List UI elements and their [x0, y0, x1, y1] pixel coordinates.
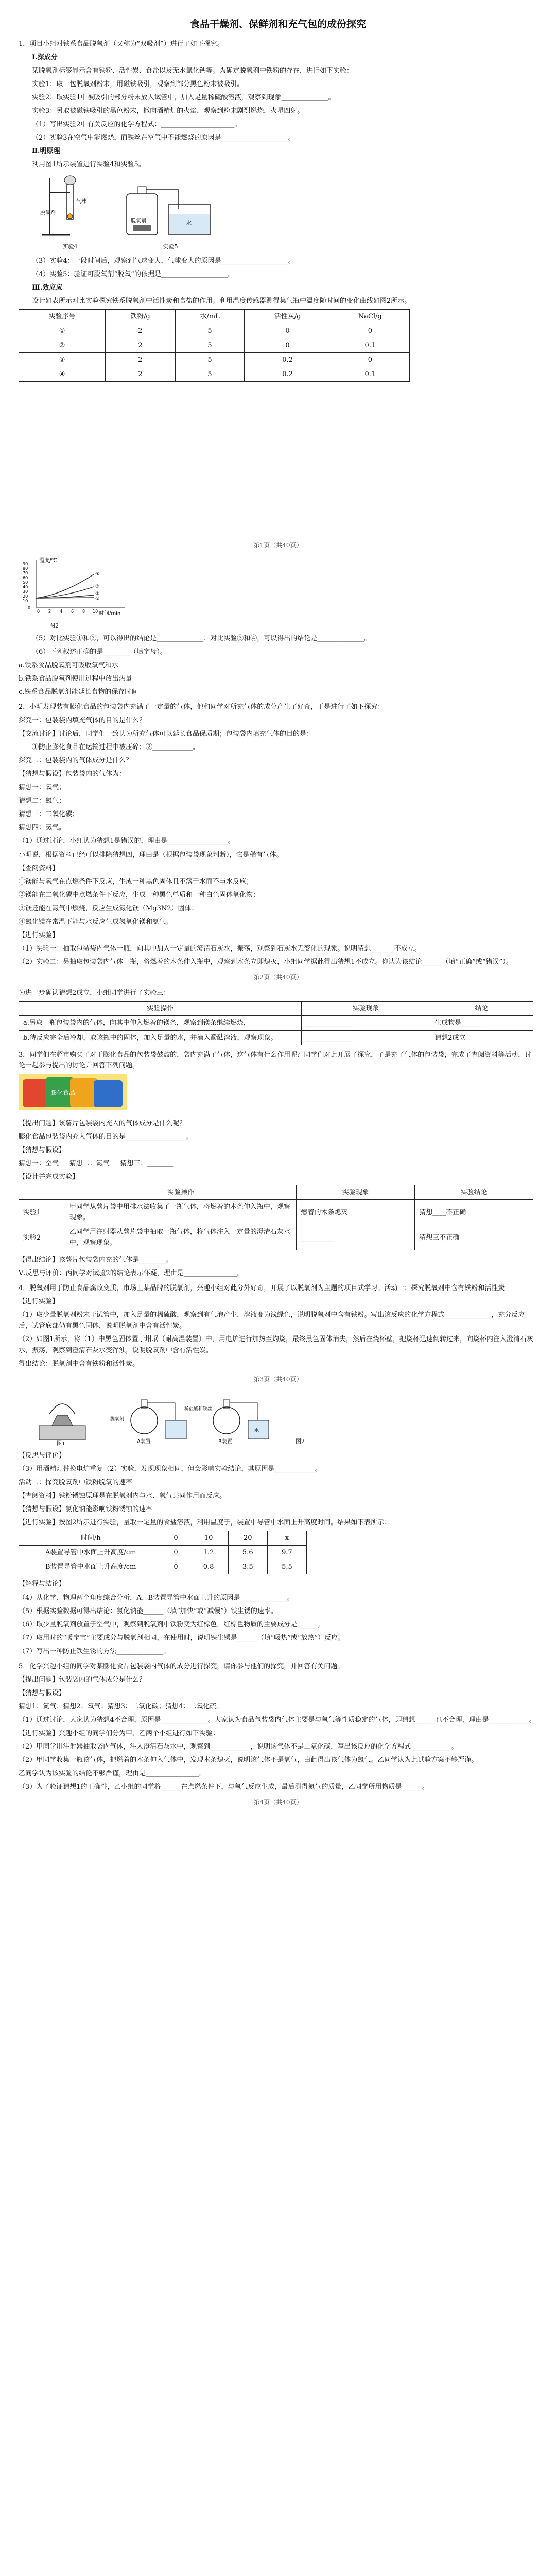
q1-table-header-row — [19, 310, 410, 324]
tick-label: 90 — [23, 561, 28, 566]
tick-label: 80 — [23, 566, 28, 571]
q5-e4b-text: 在点燃条件下，与氧气反应生成，最后测得氮气的质量，乙同学所用物质是 — [181, 1783, 402, 1791]
q3-th-2: 实验现象 — [297, 1185, 415, 1199]
fig1-agent-label-a: 脱氧剂 — [40, 210, 56, 216]
q1-sub-6-text: （6）下列叙述正确的是 — [32, 648, 103, 656]
tick-label: 50 — [23, 580, 28, 585]
table-cell: ③ — [19, 353, 106, 367]
q1-experiment-2-text: 实验2：取实验1中被吸引的部分粉末放入试管中，加入足量稀硫酸溶液，观察到现象 — [32, 93, 282, 101]
q5-e4-text: （3）为了验证猜想1的正确性，乙小组的同学将 — [19, 1783, 161, 1791]
q1-option-c: c.铁系食品脱氧剂能延长食物的保存时间 — [19, 688, 138, 696]
q2-info-3: ③镁还能在氮气中燃烧，反应生成氮化镁（Mg3N2）固体； — [19, 904, 198, 912]
q3-reflection-text: Ⅴ.反思与评价：丙同学对试验2的结论表示怀疑，理由是 — [19, 1269, 184, 1278]
page-title: 食品干燥剂、保鲜剂和充气包的成份探究 — [189, 19, 366, 30]
figure-2-flasks — [108, 1389, 278, 1446]
tick-label: 10 — [93, 608, 98, 614]
table-row — [19, 1546, 307, 1560]
table-cell: 猜想____不正确 — [415, 1199, 533, 1225]
fig-water: 水 — [254, 1428, 259, 1434]
figure-1-apparatus — [39, 173, 537, 240]
q4-reflect-1-text: （3）用酒精灯替换电炉重复（2）实验，发现现象相同，但会影响实验结论，其原因是 — [19, 1465, 275, 1473]
q1-sub-2-text: （2）实验3在空气中能燃烧，而铁丝在空气中不能燃烧的原因是 — [32, 134, 221, 142]
q2-topic-1: 探究一：包装袋内填充气体的目的是什么？ — [19, 717, 146, 725]
table-cell: 甲同学从薯片袋中用排水法收集了一瓶气体，将燃着的木条伸入瓶中，观察现象。 — [65, 1199, 297, 1225]
q2-intro: 2．小明发现装有膨化食品的包装袋内充满了一定量的气体，他和同学对所充气体的成分产生了好奇，于是进行了如下探究： — [19, 703, 385, 711]
q4-part-1b-text: ，充分反应后，试管底部仍有黑色固体，说明脱氧剂中含有活性炭。 — [19, 1311, 525, 1330]
table-cell: 实验2 — [19, 1225, 65, 1250]
q2-info-4: ④氮化镁在常温下能与水反应生成氢氧化镁和氨气。 — [19, 918, 173, 926]
q1-experiment-3: 实验3：另取被磁铁吸引的黑色粉末，撒向酒精灯的火焰，观察到粉末剧烈燃烧，火星四射。 — [32, 107, 304, 115]
q5-e1b-text: ，说明该气体不是二氧化碳，写出该反应的化学方程式 — [250, 1743, 411, 1751]
q4-r5-text: （5）根据实验数据可得出结论：氯化钠能 — [19, 1607, 144, 1615]
q3-experiment-table — [19, 1185, 533, 1250]
table-row — [19, 1560, 307, 1574]
q2-info-1: ①镁能与氧气在点燃条件下反应，生成一种黑色固体且不溶于水而不与水反应； — [19, 877, 253, 886]
q2-guess-3: 猜想三：二氧化碳； — [19, 810, 79, 819]
q5-discussion-1: （1）通过讨论，大家认为猜想4不合理，原因是______________。大家认为食品包装袋内气体主要是与氧气等性质稳定的气体，即猜想______也不合理，理由是____________。 — [19, 1716, 536, 1724]
table-cell: ④ — [19, 367, 106, 382]
table-cell: 0 — [245, 324, 331, 338]
q4-r7b-text: （填“吸热”或“放热”）反应。 — [257, 1634, 345, 1642]
q2-experiment-table — [19, 1001, 533, 1045]
tick-label: 30 — [23, 589, 28, 594]
fig-agent-1: 脱氧剂 — [110, 1417, 125, 1422]
q4-th-0: 时间/h — [19, 1531, 163, 1546]
q2-th-2: 结论 — [430, 1002, 533, 1016]
table-cell: A装置导管中水面上升高度/cm — [19, 1546, 163, 1560]
q1-section-1-heading: Ⅰ.探成分 — [32, 53, 58, 61]
q2-th-1: 实验现象 — [302, 1002, 430, 1016]
curve-label: ① — [95, 596, 100, 602]
fig1-agent-label-b: 脱氧剂 — [131, 218, 146, 225]
q3-conclusion-text: 【得出结论】该薯片包装袋内充的气体是 — [19, 1256, 140, 1264]
q3-reflection: Ⅴ.反思与评价：丙同学对试验2的结论表示怀疑，理由是________________。 — [19, 1269, 244, 1278]
q3-table-header-row — [19, 1185, 533, 1199]
q3-guess-head: 【猜想与假设】 — [19, 1146, 66, 1154]
q2-exp-head: 【进行实验】 — [19, 931, 59, 939]
table-cell: 3.5 — [228, 1560, 267, 1574]
table-cell: 2 — [106, 367, 176, 382]
table-cell: 2 — [106, 338, 176, 353]
q4-part-1-text: （1）取少量脱氧剂粉末于试管中，加入足量的稀硫酸，观察到有气泡产生，溶液变为浅绿色，说明脱氧剂中含有铁粉。写出该反应的化学方程式 — [19, 1311, 445, 1319]
table-cell: 0 — [331, 353, 409, 367]
q4-intro: 4．脱氧剂用于防止食品腐败变质，市场上某品牌的脱氧剂，兴趣小组对此分外好奇，开展了以脱氧剂为主题的项目式学习。活动一：探究脱氧剂中含有铁粉和活性炭 — [19, 1284, 505, 1293]
table-cell: 生成物是______ — [430, 1016, 533, 1030]
q5-e1-text: （2）甲同学用注射器抽取袋内气体，注入澄清石灰水中，观察到 — [19, 1743, 211, 1751]
fig1-caption-exp5: 实验5 — [163, 243, 178, 250]
q4-r8: （7）写出一种防止铁生锈的方法______________。 — [19, 1647, 170, 1655]
table-cell: 5 — [175, 338, 245, 353]
q2-topic-1-option: ①防止膨化食品在运输过程中被压碎；②____________。 — [32, 743, 200, 752]
q3-design-head: 【设计并完成实验】 — [19, 1173, 79, 1181]
q2-reason-1-text: （1）通过讨论，小红认为猜想1是错误的，理由是 — [19, 837, 168, 845]
q2-hypothesis-head: 【猜想与假设】包装袋内的气体为： — [19, 770, 126, 778]
q3-conclusion: 【得出结论】该薯片包装袋内充的气体是________。 — [19, 1256, 173, 1264]
q1-sub-4-text: （4）实验5：验证可脱氧剂“脱氧”的依据是 — [32, 270, 161, 279]
q3-guess-1: 猜想一：空气 — [19, 1159, 59, 1167]
table-cell: 0 — [331, 324, 409, 338]
q5-exp-3: 乙同学认为该实验的结论不够严谨，理由是________________。 — [19, 1770, 206, 1778]
question-3 — [19, 1049, 537, 1279]
q2-th-0: 实验操作 — [19, 1002, 302, 1016]
table-cell: 猜想三不正确 — [415, 1225, 533, 1250]
table-row — [19, 1225, 533, 1250]
q1-th-1: 铁粉/g — [106, 310, 176, 324]
q4-figures — [34, 1389, 537, 1446]
q4-proc-head: 【进行实验】 — [19, 1298, 59, 1306]
q5-exp-2: （2）甲同学收集一瓶该气体，把燃着的木条伸入气体中，发现木条熄灭，说明该气体不是氧气，由此得出该气体为氮气。乙同学认为此试验方案不够严谨。 — [19, 1756, 478, 1765]
q2-guess-4: 猜想四：氦气。 — [19, 824, 66, 832]
q4-r4: （4）从化学、物理两个角度综合分析，A、B装置导管中水面上升的原因是______________。 — [19, 1594, 294, 1602]
q4-th-2: 10 — [189, 1531, 228, 1546]
q4-r7: （7）取用时的“暖宝宝”主要成分与脱氧剂相同，在使用时，说明铁生锈是______（填“吸热”或“放热”）反应。 — [19, 1634, 345, 1642]
q5-d1c-text: 也不合理，理由是 — [435, 1716, 489, 1724]
fig1-balloon-label: 气球 — [76, 199, 86, 205]
q4-analysis-head: 【解释与结论】 — [19, 1580, 66, 1588]
page-gap — [19, 386, 537, 535]
q4-table-header-row — [19, 1531, 307, 1546]
q1-section-2-heading: Ⅱ.明原理 — [32, 147, 60, 156]
table-cell: 5.5 — [267, 1560, 306, 1574]
q4-part-3: 得出结论：脱氧剂中含有铁粉和活性炭。 — [19, 1360, 140, 1368]
q4-lookup: 【查阅资料】铁粉锈蚀原理是在脱氧剂内与水、氧气共同作用而反应。 — [19, 1492, 227, 1500]
question-5 — [19, 1661, 537, 1808]
table-cell: 5 — [175, 367, 245, 382]
curve-label: ④ — [95, 571, 100, 577]
q5-exp-head: 【进行实验】兴趣小组的同学们分为甲、乙两个小组进行如下实验： — [19, 1729, 220, 1737]
q3-th-1: 实验操作 — [65, 1185, 297, 1199]
chart-y-label: 温度/℃ — [39, 557, 57, 564]
q2-reason-2: 小明说，根据资料已经可以排除猜想四，理由是（根据包装袋现象判断），它是稀有气体。 — [19, 851, 283, 859]
q4-reflect-1: （3）用酒精灯替换电炉重复（2）实验，发现现象相同，但会影响实验结论，其原因是____________。 — [19, 1465, 322, 1473]
tick-label: 10 — [23, 598, 28, 603]
q1-th-4: NaCl/g — [331, 310, 409, 324]
q5-exp-4: （3）为了验证猜想1的正确性，乙小组的同学将______在点燃条件下，与氧气反应生成，最后测得氮气的质量，乙同学所用物质是______。 — [19, 1783, 429, 1791]
q4-hypothesis: 【猜想与假设】氯化钠能影响铁粉锈蚀的速率 — [19, 1505, 153, 1514]
q2-info-head: 【查阅资料】 — [19, 864, 59, 872]
q1-sub-3: （3）实验4：一段时间后，观察到气球变大，气球变大的原因是____________________。 — [32, 257, 295, 265]
table-cell: 实验1 — [19, 1199, 65, 1225]
q3-guess-2: 猜想二：氮气 — [69, 1159, 110, 1167]
snack-bag-label: 膨化食品 — [50, 1089, 76, 1096]
table-cell: B装置导管中水面上升高度/cm — [19, 1560, 163, 1574]
table-cell: __________ — [297, 1225, 415, 1250]
q2-guess-1: 猜想一：氧气； — [19, 784, 66, 792]
q5-guesses: 猜想1：氮气；猜想2：氧气；猜想3：二氧化碳；猜想4：二氧化硫。 — [19, 1702, 223, 1710]
q1-experiment-2: 实验2：取实验1中被吸引的部分粉末放入试管中，加入足量稀硫酸溶液，观察到现象______________。 — [32, 93, 335, 101]
q5-hypothesis-head: 【猜想与假设】 — [19, 1689, 66, 1697]
table-cell: ______________ — [302, 1030, 430, 1045]
q4-r4-text: （4）从化学、物理两个角度综合分析，A、B装置导管中水面上升的原因是 — [19, 1594, 240, 1602]
table-row — [19, 324, 410, 338]
q4-r7-text: （7）取用时的“暖宝宝”主要成分与脱氧剂相同，在使用时，说明铁生锈是 — [19, 1634, 237, 1642]
curve-label: ③ — [95, 584, 100, 589]
table-cell: ① — [19, 324, 106, 338]
q4-data-table — [19, 1531, 307, 1574]
q1-experiment-table — [19, 309, 410, 382]
curve-label: ② — [95, 591, 100, 597]
q1-sub-2: （2）实验3在空气中能燃烧，而铁丝在空气中不能燃烧的原因是____________________。 — [32, 134, 295, 142]
q2-topic-1-option-text: ①防止膨化食品在运输过程中被压碎；② — [32, 743, 153, 752]
q1-sub-6b-text: （填字母）。 — [130, 648, 167, 656]
table-cell: b.待反应完全后冷却，取该瓶中的固体，加入足量的水，并滴入酚酞溶液，观察现象。 — [19, 1030, 302, 1045]
fig-agent-2: 稀盐酸和铁丝 — [184, 1406, 213, 1412]
q5-exp-1: （2）甲同学用注射器抽取袋内气体，注入澄清石灰水中，观察到____________，说明该气体不是二氧化碳，写出该反应的化学方程式____________。 — [19, 1743, 458, 1751]
apparatus-experiment-4 — [39, 173, 101, 240]
table-cell: 燃着的木条熄灭 — [297, 1199, 415, 1225]
q2-exp-2b-text: （填“正确”或“错误”）。 — [442, 958, 513, 966]
fig1-caption-exp4: 实验4 — [62, 243, 78, 250]
page-footer-3: 第3页（共40页） — [253, 1375, 303, 1383]
table-cell: 5 — [175, 353, 245, 367]
tick-label: 60 — [23, 575, 28, 580]
q4-r5: （5）根据实验数据可得出结论：氯化钠能______（填“加快”或“减慢”）铁生锈的速率。 — [19, 1607, 277, 1615]
table-cell: 0 — [163, 1560, 189, 1574]
q5-intro: 5．化学兴趣小组的同学对某膨化食品包装袋内气体的成分进行探究，请你参与他们的探究，并回答有关问题。 — [19, 1662, 344, 1670]
table-cell: ______________ — [302, 1016, 430, 1030]
q5-d1b-text: 。大家认为食品包装袋内气体主要是与氧气等性质稳定的气体，即猜想 — [207, 1716, 415, 1724]
q4-part-2: （2）如图1所示，将（1）中黑色固体置于坩埚（耐高温装置）中，用电炉进行加热至灼烧，最终黑色固体消失，然后在烧杯壁，把烧杯迅速倒转过来，向烧杯内注入澄清石灰水，振荡，观察到澄清石灰水变浑浊，说明脱氧剂中含有活性炭。 — [19, 1335, 533, 1354]
q1-intro: 1．项目小组对铁系食品脱氧剂（又称为“双吸剂”）进行了如下探究。 — [19, 40, 224, 48]
table-cell: 9.7 — [267, 1546, 306, 1560]
table-cell: 0 — [163, 1546, 189, 1560]
q5-problem: 【提出问题】包装袋内的气体成分是什么？ — [19, 1675, 146, 1684]
table-row — [19, 1016, 533, 1030]
table-row — [19, 338, 410, 353]
tick-label: 8 — [82, 608, 85, 614]
q3-guesses: 猜想一：空气 猜想二：氮气 猜想三：________ — [19, 1159, 174, 1167]
chart-caption: 图2 — [49, 622, 59, 629]
fig1-water-label: 水 — [186, 221, 192, 227]
table-cell: 0.1 — [331, 367, 409, 382]
q4-activity-2: 活动二：探究脱氧剂中铁粉脱氧的速率 — [19, 1479, 133, 1487]
q1-sub-5-text: （5）对比实验①和③，可以得出的结论是 — [32, 634, 157, 642]
page-footer-2: 第2页（共40页） — [253, 973, 303, 981]
q4-exp-head: 【进行实验】按图2所示进行实验，量取一定量的食盐溶液，利用温度于，装置中导管中水面上升高度时间。结果如下表所示： — [19, 1519, 391, 1527]
table-cell: ② — [19, 338, 106, 353]
q4-part-1: （1）取少量脱氧剂粉末于试管中，加入足量的稀硫酸，观察到有气泡产生，溶液变为浅绿色，说明脱氧剂中含有铁粉。写出该反应的化学方程式______________，充分反应后，试管底部仍有黑色固体，说明脱氧剂中含有活性炭。 — [19, 1311, 525, 1330]
q1-sub-4: （4）实验5：验证可脱氧剂“脱氧”的依据是____________________。 — [32, 270, 235, 279]
q1-option-b: b.铁系食品脱氧剂使用过程中放出热量 — [19, 674, 132, 683]
page-footer-4: 第4页（共40页） — [253, 1799, 303, 1806]
table-cell: 猜想2成立 — [430, 1030, 533, 1045]
q1-s3-paragraph: 设计如表所示对比实验探究铁系脱氧剂中活性炭和食盐的作用。利用温度传感器测得集气瓶中温度随时间的变化曲线如图2所示。 — [32, 297, 411, 306]
table-row — [19, 353, 410, 367]
q1-section-3-heading: Ⅲ.效应应 — [32, 284, 63, 292]
q3-th-0 — [19, 1185, 65, 1199]
table-cell: a.另取一瓶包装袋内的气体，向其中伸入燃着的镁条，观察到镁条继续燃烧， — [19, 1016, 302, 1030]
q3-guess-3: 猜想三： — [120, 1159, 147, 1167]
figure-1-furnace — [34, 1389, 91, 1446]
q5-d1-text: （1）通过讨论，大家认为猜想4不合理，原因是 — [19, 1716, 161, 1724]
fig-caption-1: 图1 — [57, 1441, 65, 1447]
q1-experiment-1: 实验1：取一包脱氧剂粉末，用磁铁吸引，观察到部分黑色粉末被吸引。 — [32, 80, 244, 88]
q4-r5b-text: （填“加快”或“减慢”）铁生锈的速率。 — [163, 1607, 277, 1615]
q1-th-0: 实验序号 — [19, 310, 106, 324]
q4-reflect-head: 【反思与评价】 — [19, 1452, 66, 1460]
table-cell: 5.6 — [228, 1546, 267, 1560]
table-row — [19, 1030, 533, 1045]
table-cell: 5 — [175, 324, 245, 338]
q1-s2-paragraph: 利用图1所示装置进行实验4和实验5。 — [32, 161, 145, 169]
q1-sub-1: （1）写出实验2中有关反应的化学方程式：______________________。 — [32, 121, 241, 129]
tick-label: 4 — [60, 608, 63, 614]
tick-label: 0 — [28, 605, 31, 611]
table-row — [19, 1199, 533, 1225]
tick-label: 20 — [23, 594, 28, 599]
table-cell: 2 — [106, 353, 176, 367]
figure-1-captions — [39, 242, 537, 251]
table-row — [19, 367, 410, 382]
q3-problem: 【提出问题】该薯片包装袋内充入的气体成分是什么呢？ — [19, 1119, 186, 1127]
q4-r6-text: （6）取少量脱氧剂放置于空气中，观察到脱氧剂中铁粉变为红棕色，红棕色物质的主要成分是 — [19, 1620, 298, 1629]
q3-purpose: 膨化食品包装袋内充入气体的目的是__________________。 — [19, 1132, 193, 1141]
q2-reason-1: （1）通过讨论，小红认为猜想1是错误的，理由是__________________。 — [19, 837, 235, 845]
q1-th-2: 水/mL — [175, 310, 245, 324]
tick-label: 70 — [23, 570, 28, 575]
q2-exp-1-text: （1）实验一：抽取包装袋内气体一瓶，向其中加入一定量的澄清石灰水，振荡，观察到石灰水无变化的现象。说明猜想 — [19, 944, 371, 953]
q4-r8-text: （7）写出一种防止铁生锈的方法 — [19, 1647, 117, 1655]
q1-sub-5: （5）对比实验①和③，可以得出的结论是______________；对比实验③和④，可以得出的结论是______________。 — [32, 634, 371, 642]
table-cell: 2 — [106, 324, 176, 338]
tick-label: 40 — [23, 584, 28, 589]
q4-th-3: 20 — [228, 1531, 267, 1546]
q3-th-3: 实验结论 — [415, 1185, 533, 1199]
snack-bags-image — [19, 1074, 537, 1114]
q3-purpose-text: 膨化食品包装袋内充入气体的目的是 — [19, 1132, 126, 1141]
q1-sub-6: （6）下列叙述正确的是________（填字母）。 — [32, 648, 167, 656]
page-footer-1: 第1页（共40页） — [253, 541, 303, 549]
apparatus-experiment-5 — [121, 173, 219, 240]
table-cell: 0 — [245, 338, 331, 353]
fig-tube-a: A装置 — [137, 1439, 151, 1445]
fig-caption-2: 图2 — [296, 1438, 305, 1445]
question-2 — [19, 702, 537, 1045]
q2-guess-2: 猜想二：氮气； — [19, 797, 66, 805]
tick-label: 2 — [48, 608, 51, 614]
table-cell-text: 生成物是 — [435, 1019, 462, 1027]
table-cell: 1.2 — [189, 1546, 228, 1560]
tick-label: 0 — [37, 608, 40, 614]
q2-exp-2: （2）实验二：另抽取包装袋内气体一瓶，将燃着的木条伸入瓶中，观察到木条立即熄灭，小组同学据此得出猜想1不成立。你认为该结论______（填“正确”或“错误”）。 — [19, 958, 513, 966]
q2-table-header-row — [19, 1002, 533, 1016]
q4-th-1: 0 — [163, 1531, 189, 1546]
q1-sub-3-text: （3）实验4：一段时间后，观察到气球变大，气球变大的原因是 — [32, 257, 221, 265]
q1-option-a: a.铁系食品脱氧剂可吸收氧气和水 — [19, 661, 118, 669]
q1-sub-1-text: （1）写出实验2中有关反应的化学方程式： — [32, 121, 161, 129]
q2-topic-1-text: 【交流讨论】讨论后，同学们一致认为所充气体可以延长食品保质期；包装袋内填充气体的目的是： — [19, 730, 314, 738]
q2-topic-2: 探究二：包装袋内的气体成分是什么？ — [19, 757, 133, 765]
q1-s1-paragraph: 某脱氧剂标签显示含有铁粉、活性炭、食盐以及无水氯化钙等。为确定脱氧剂中铁粉的存在，进行如下实验： — [32, 66, 354, 75]
q2-table-intro: 为进一步确认猜想2成立，小组同学进行了实验三： — [19, 989, 170, 997]
table-cell: 0.1 — [331, 338, 409, 353]
snack-bags-illustration — [19, 1074, 127, 1110]
q4-th-4: x — [267, 1531, 306, 1546]
question-4 — [19, 1283, 537, 1656]
q2-exp-2-text: （2）实验二：另抽取包装袋内气体一瓶，将燃着的木条伸入瓶中，观察到木条立即熄灭，小组同学据此得出猜想1不成立。你认为该结论 — [19, 958, 422, 966]
table-cell: 0.2 — [245, 353, 331, 367]
figure-2-temperature-chart — [22, 556, 135, 618]
question-1 — [19, 39, 537, 698]
tick-label: 6 — [71, 608, 74, 614]
q5-e3-text: 乙同学认为该实验的结论不够严谨，理由是 — [19, 1770, 146, 1778]
q1-sub-5b-text: ；对比实验③和④，可以得出的结论是 — [203, 634, 318, 642]
q2-exp-1b-text: 不成立。 — [394, 944, 421, 953]
q2-exp-1: （1）实验一：抽取包装袋内气体一瓶，向其中加入一定量的澄清石灰水，振荡，观察到石灰水无变化的现象。说明猜想_______不成立。 — [19, 944, 421, 953]
q4-r6: （6）取少量脱氧剂放置于空气中，观察到脱氧剂中铁粉变为红棕色，红棕色物质的主要成分是______。 — [19, 1620, 324, 1629]
chart-x-label: 时间/min — [99, 610, 121, 616]
table-cell: 0.8 — [189, 1560, 228, 1574]
table-cell: 乙同学用注射器从薯片袋中抽取一瓶气体，将气体注入一定量的澄清石灰水中，观察现象。 — [65, 1225, 297, 1250]
q1-th-3: 活性炭/g — [245, 310, 331, 324]
table-cell: 0.2 — [245, 367, 331, 382]
q2-info-2: ②镁能在二氧化碳中点燃条件下反应，生成一种黑色单质和一种白色固体氧化物； — [19, 891, 260, 899]
q3-intro: 3．同学们在超市购买了对于膨化食品的包装袋鼓鼓的，袋内充满了气体，这气体有什么作用呢？同学们对此开展了探究，子是充了气体的包装袋，完成了查阅资料等活动，讨论一起参与提出的讨论并回答下列问题。 — [19, 1050, 532, 1070]
fig-tube-b: B装置 — [218, 1439, 232, 1445]
